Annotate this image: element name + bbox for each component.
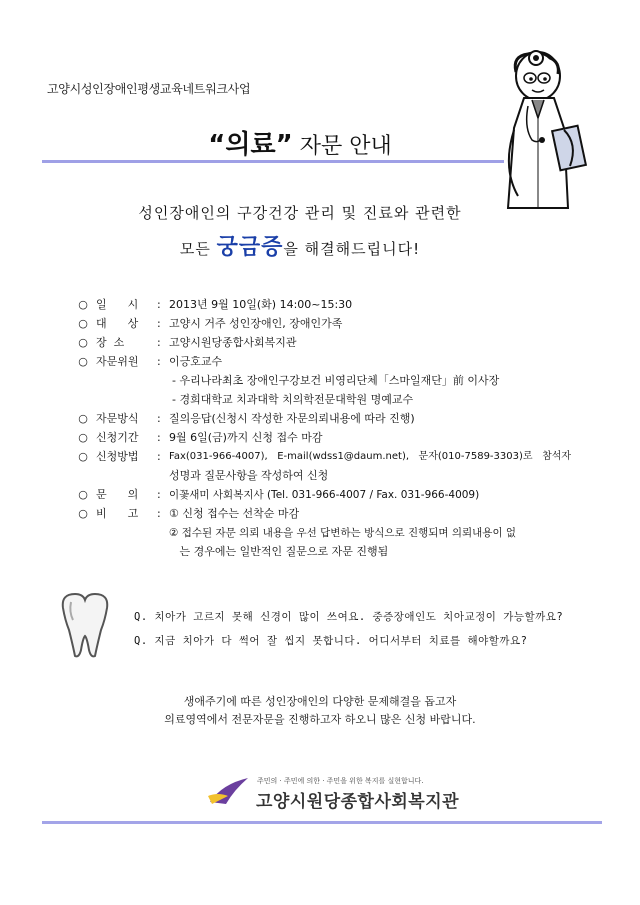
org-project-name: 고양시성인장애인평생교육네트워크사업 [47,82,251,96]
detail-value: - 우리나라최초 장애인구강보건 비영리단체「스마일재단」前 이사장 [172,374,500,387]
headline-line-2 [0,230,600,261]
detail-label: 자문위원 [96,355,139,368]
detail-label: 일 시 [96,298,139,311]
title-divider [42,160,504,163]
detail-value: 질의응답(신청시 작성한 자문의뢰내용에 따라 진행) [169,412,415,425]
detail-label: 비 고 [96,507,139,520]
detail-value: 성명과 질문사항을 작성하여 신청 [169,469,329,482]
detail-label: 신청기간 [96,431,139,444]
welfare-center-logo-icon [208,776,252,806]
closing-line-1: 생애주기에 따른 성인장애인의 다양한 문제해결을 돕고자 [183,695,457,708]
bullet: ○ [78,336,88,349]
detail-value: 9월 6일(금)까지 신청 접수 마감 [169,431,323,444]
page-title-bold: “의료” [208,130,293,160]
headline-post: 을 해결해드립니다! [283,240,421,258]
bullet: ○ [78,355,88,368]
bullet: ○ [78,431,88,444]
detail-value: ② 접수된 자문 의뢰 내용을 우선 답변하는 방식으로 진행되며 의뢰내용이 없 [169,527,517,539]
headline-pre: 모든 [179,240,217,258]
detail-value: 이긍호교수 [169,355,223,368]
detail-value: 는 경우에는 일반적인 질문으로 자문 진행됨 [169,545,389,558]
tooth-illustration [55,590,115,660]
footer-org-name: 고양시원당종합사회복지관 [256,792,460,812]
footer-divider [42,821,602,824]
detail-value: 2013년 9월 10일(화) 14:00~15:30 [169,298,353,311]
bullet: ○ [78,412,88,425]
detail-colon: : [157,450,161,463]
detail-colon: : [157,317,161,330]
headline-line-1: 성인장애인의 구강건강 관리 및 진료와 관련한 [138,204,462,222]
detail-label: 장 소 [96,336,125,349]
bullet: ○ [78,298,88,311]
detail-label: 신청방법 [96,450,139,463]
closing-line-2: 의료영역에서 전문자문을 진행하고자 하오니 많은 신청 바랍니다. [164,713,476,726]
detail-colon: : [157,488,161,501]
detail-colon: : [157,336,161,349]
question-2: Q. 지금 치아가 다 썩어 잘 씹지 못합니다. 어디서부터 치료를 해야할까요? [134,635,528,647]
detail-value: 고양시 거주 성인장애인, 장애인가족 [169,317,343,330]
detail-colon: : [157,298,161,311]
detail-colon: : [157,431,161,444]
bullet: ○ [78,450,88,463]
bullet: ○ [78,507,88,520]
detail-label: 문 의 [96,488,139,501]
detail-colon: : [157,507,161,520]
question-1: Q. 치아가 고르지 못해 신경이 많이 쓰여요. 중증장애인도 치아교정이 가능할까요? [134,611,564,623]
bullet: ○ [78,488,88,501]
detail-value: Fax(031-966-4007), E-mail(wdss1@daum.net), 문자(010-7589-3303)로 참석자 [169,451,572,462]
detail-colon: : [157,412,161,425]
detail-label: 자문방식 [96,412,139,425]
detail-value: 고양시원당종합사회복지관 [169,336,297,349]
detail-label: 대 상 [96,317,139,330]
bullet: ○ [78,317,88,330]
page-title-rest: 자문 안내 [292,134,392,159]
detail-value: 이꽃새미 사회복지사 (Tel. 031-966-4007 / Fax. 031-966-4009) [169,489,480,501]
detail-value: ① 신청 접수는 선착순 마감 [169,507,300,520]
detail-colon: : [157,355,161,368]
footer-slogan: 주민의 · 주민에 의한 · 주민을 위한 복지를 실현합니다. [257,777,424,785]
headline-accent: 궁금증 [216,235,284,260]
doctor-illustration [498,48,590,216]
detail-value: - 경희대학교 치과대학 치의학전문대학원 명예교수 [172,393,414,406]
